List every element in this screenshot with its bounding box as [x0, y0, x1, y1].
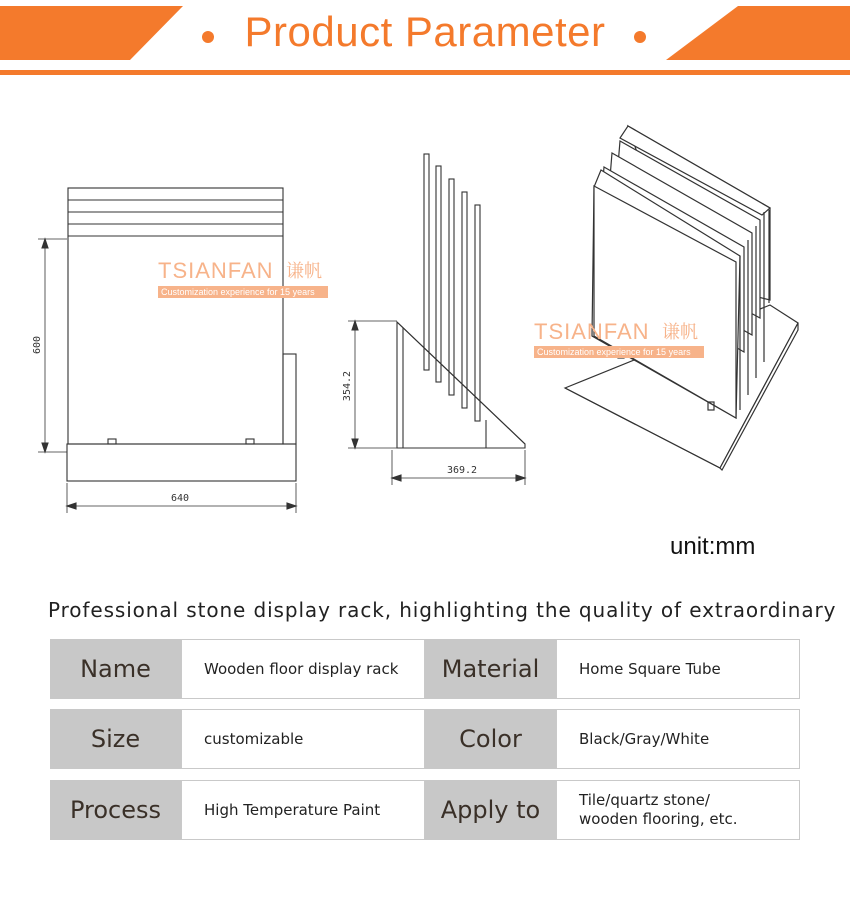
- spec-value: High Temperature Paint: [181, 780, 425, 840]
- spec-value: Tile/quartz stone/ wooden flooring, etc.: [556, 780, 800, 840]
- intro-text: Professional stone display rack, highlighting the quality of extraordinary: [48, 598, 837, 622]
- svg-text:谦帆: 谦帆: [662, 322, 698, 343]
- side-depth-dimension: 369.2: [446, 465, 478, 476]
- iso-watermark: [534, 319, 704, 358]
- svg-text:Customization experience for 1: Customization experience for 15 years: [161, 287, 315, 297]
- svg-text:谦帆: 谦帆: [286, 261, 322, 282]
- spec-row: [50, 780, 800, 840]
- spec-row: [50, 709, 800, 769]
- spec-row: [50, 639, 800, 699]
- spec-label: Size: [50, 709, 181, 769]
- spec-value: Black/Gray/White: [556, 709, 800, 769]
- spec-label: Material: [425, 639, 556, 699]
- svg-text:TSIANFAN: TSIANFAN: [158, 258, 274, 283]
- svg-text:TSIANFAN: TSIANFAN: [534, 319, 650, 344]
- technical-drawings: [0, 90, 850, 530]
- side-view-drawing: [348, 154, 525, 485]
- spec-label: Name: [50, 639, 181, 699]
- spec-label: Process: [50, 780, 181, 840]
- front-height-dimension: 600: [32, 335, 43, 355]
- front-view-drawing: [38, 188, 296, 513]
- spec-value: Home Square Tube: [556, 639, 800, 699]
- iso-view-drawing: [565, 126, 798, 470]
- front-watermark: [158, 258, 328, 298]
- front-width-dimension: 640: [170, 493, 190, 504]
- spec-label: Color: [425, 709, 556, 769]
- spec-value: customizable: [181, 709, 425, 769]
- unit-label: unit:mm: [670, 533, 756, 560]
- svg-text:Customization experience for 1: Customization experience for 15 years: [537, 347, 691, 357]
- spec-value: Wooden floor display rack: [181, 639, 425, 699]
- side-height-dimension: 354.2: [342, 370, 353, 402]
- spec-label: Apply to: [425, 780, 556, 840]
- page-title: Product Parameter: [244, 8, 606, 55]
- header-banner: [0, 0, 850, 80]
